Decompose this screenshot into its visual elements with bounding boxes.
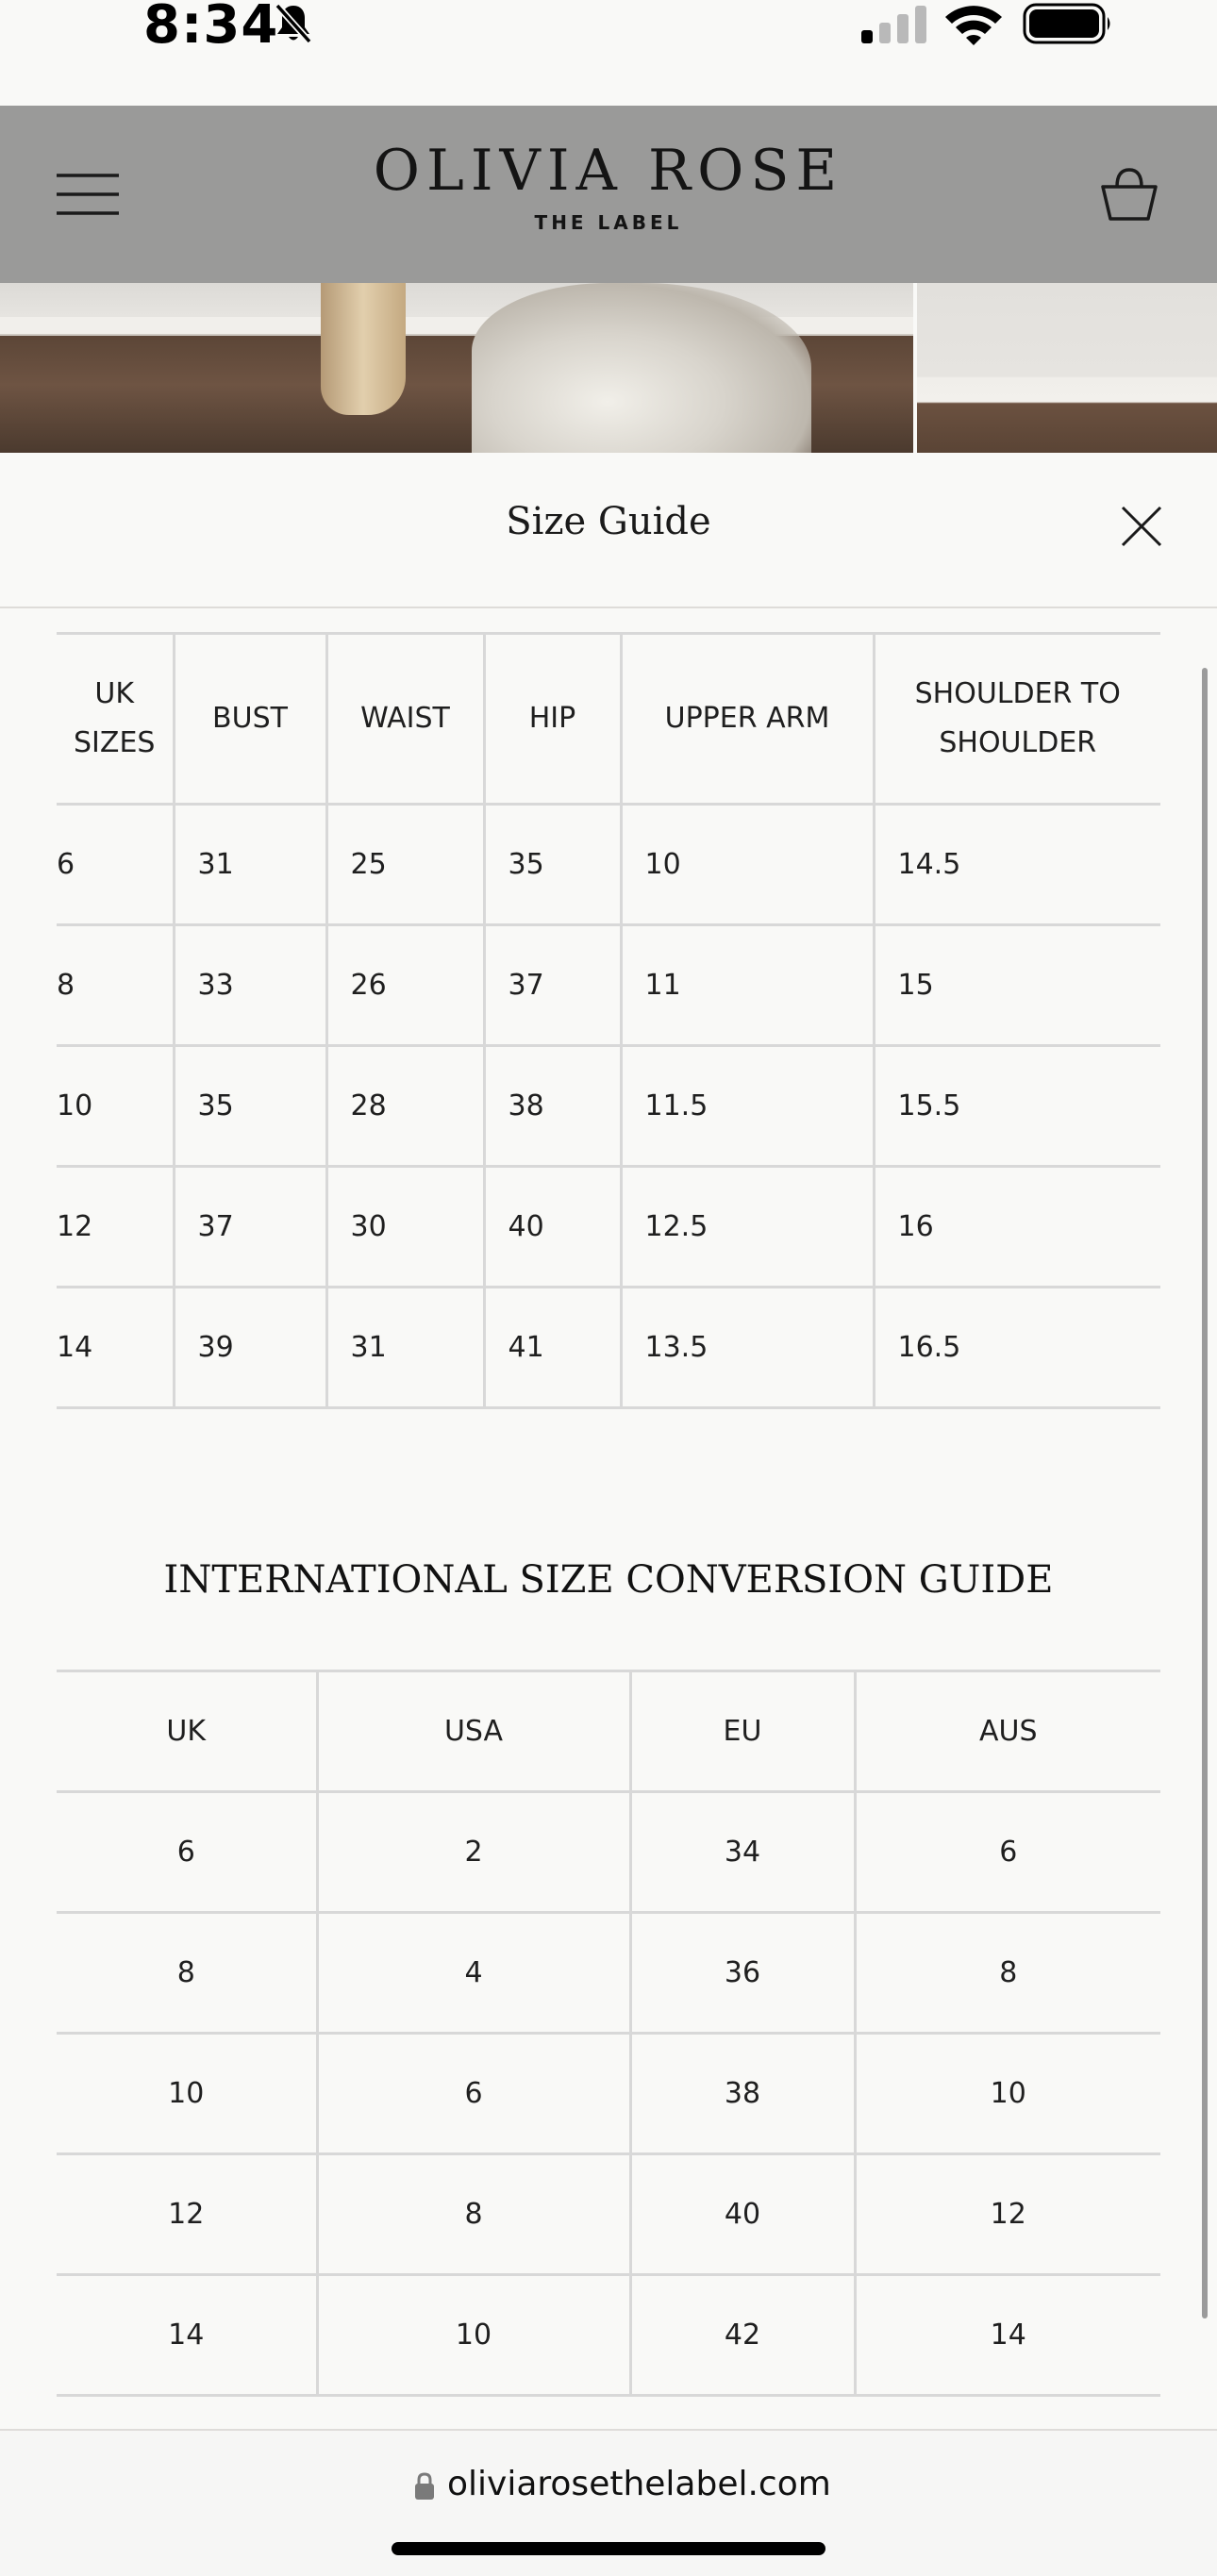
conv-table-row — [57, 1913, 1160, 2034]
conv-table-header-row — [57, 1671, 1160, 1792]
size-table-column-header: BUST — [174, 634, 326, 805]
size-guide-title: Size Guide — [506, 500, 711, 543]
size-table-cell: 41 — [484, 1288, 621, 1408]
size-table-cell: 15 — [874, 925, 1160, 1046]
conv-table-cell: 14 — [855, 2275, 1160, 2396]
size-table-cell: 35 — [174, 1046, 326, 1167]
brand-name: OLIVIA ROSE — [373, 138, 844, 204]
size-table-cell: 30 — [326, 1167, 484, 1288]
size-table-row — [57, 1288, 1160, 1408]
size-table-row — [57, 805, 1160, 925]
size-table-cell: 38 — [484, 1046, 621, 1167]
conv-table-column-header: EU — [630, 1671, 855, 1792]
conv-table-cell: 36 — [630, 1913, 855, 2034]
conv-table-cell: 12 — [57, 2154, 317, 2275]
size-table-cell: 14.5 — [874, 805, 1160, 925]
conv-table-cell: 6 — [855, 1792, 1160, 1913]
size-guide-header — [0, 453, 1217, 608]
status-bar — [0, 0, 1217, 106]
size-table-cell: 6 — [57, 805, 174, 925]
conv-table-row — [57, 2034, 1160, 2154]
photo-gown-gold — [321, 283, 406, 415]
size-table-row — [57, 1167, 1160, 1288]
size-table-cell: 10 — [57, 1046, 174, 1167]
size-table-cell: 10 — [621, 805, 874, 925]
browser-url-bar[interactable] — [0, 2429, 1217, 2576]
size-table-cell: 35 — [484, 805, 621, 925]
cart-icon[interactable] — [1100, 162, 1159, 223]
conv-table-body — [57, 1671, 1160, 2396]
size-table-header-row — [57, 634, 1160, 805]
battery-icon — [1023, 2, 1113, 45]
size-table-row — [57, 925, 1160, 1046]
size-table-cell: 31 — [326, 1288, 484, 1408]
size-table-cell: 26 — [326, 925, 484, 1046]
conv-table-cell: 38 — [630, 2034, 855, 2154]
size-table-cell: 33 — [174, 925, 326, 1046]
url-text[interactable]: oliviarosethelabel.com — [447, 2465, 831, 2503]
wifi-icon — [943, 2, 1004, 45]
conv-table-cell: 10 — [57, 2034, 317, 2154]
size-table-cell: 40 — [484, 1167, 621, 1288]
size-table-cell: 37 — [174, 1167, 326, 1288]
size-table-cell: 16 — [874, 1167, 1160, 1288]
size-table-cell: 15.5 — [874, 1046, 1160, 1167]
size-table-cell: 11.5 — [621, 1046, 874, 1167]
size-table-cell: 31 — [174, 805, 326, 925]
size-table-body — [57, 634, 1160, 1408]
bell-slash-icon — [274, 2, 313, 45]
size-table-cell: 14 — [57, 1288, 174, 1408]
conv-table-row — [57, 2275, 1160, 2396]
conv-table-cell: 4 — [317, 1913, 630, 2034]
product-image-main[interactable] — [0, 283, 913, 453]
conv-table-cell: 40 — [630, 2154, 855, 2275]
conv-table-cell: 2 — [317, 1792, 630, 1913]
size-table-cell: 37 — [484, 925, 621, 1046]
conv-table-cell: 6 — [57, 1792, 317, 1913]
size-table-cell: 28 — [326, 1046, 484, 1167]
size-table-cell: 11 — [621, 925, 874, 1046]
size-table-cell: 12 — [57, 1167, 174, 1288]
conv-table-column-header: UK — [57, 1671, 317, 1792]
product-image-next[interactable] — [917, 283, 1217, 453]
size-table-column-header: HIP — [484, 634, 621, 805]
size-table-cell: 12.5 — [621, 1167, 874, 1288]
status-time: 8:34 — [143, 0, 279, 56]
conv-table-cell: 8 — [57, 1913, 317, 2034]
size-table-cell: 39 — [174, 1288, 326, 1408]
conv-table-cell: 6 — [317, 2034, 630, 2154]
conv-table-cell: 34 — [630, 1792, 855, 1913]
conv-table-cell: 8 — [317, 2154, 630, 2275]
conv-table-cell: 12 — [855, 2154, 1160, 2275]
scrollbar-thumb[interactable] — [1202, 668, 1208, 2318]
size-conversion-table — [57, 1670, 1160, 2397]
brand-subtitle: THE LABEL — [534, 211, 683, 234]
lock-icon — [415, 2472, 434, 2501]
conv-table-column-header: USA — [317, 1671, 630, 1792]
size-measurements-table — [57, 632, 1160, 1409]
conv-table-cell: 42 — [630, 2275, 855, 2396]
size-table-cell: 13.5 — [621, 1288, 874, 1408]
conv-table-column-header: AUS — [855, 1671, 1160, 1792]
home-indicator — [392, 2542, 825, 2555]
conv-table-row — [57, 2154, 1160, 2275]
site-header — [0, 106, 1217, 283]
conv-table-cell: 8 — [855, 1913, 1160, 2034]
brand-logo[interactable] — [0, 138, 1217, 234]
size-table-column-header: UPPER ARM — [621, 634, 874, 805]
conv-table-cell: 10 — [317, 2275, 630, 2396]
cellular-signal-icon — [861, 6, 927, 43]
conv-table-cell: 10 — [855, 2034, 1160, 2154]
photo-gown-satin — [472, 283, 811, 453]
size-table-column-header: WAIST — [326, 634, 484, 805]
product-image-strip[interactable] — [0, 283, 1217, 453]
conv-table-row — [57, 1792, 1160, 1913]
size-table-cell: 8 — [57, 925, 174, 1046]
conversion-heading: INTERNATIONAL SIZE CONVERSION GUIDE — [163, 1558, 1054, 1602]
size-table-column-header: UK SIZES — [57, 634, 174, 805]
size-table-cell: 16.5 — [874, 1288, 1160, 1408]
size-table-cell: 25 — [326, 805, 484, 925]
conv-table-cell: 14 — [57, 2275, 317, 2396]
size-table-column-header: SHOULDER TO SHOULDER — [874, 634, 1160, 805]
close-icon[interactable] — [1121, 506, 1162, 547]
size-table-row — [57, 1046, 1160, 1167]
scrollbar[interactable] — [1202, 668, 1211, 2318]
